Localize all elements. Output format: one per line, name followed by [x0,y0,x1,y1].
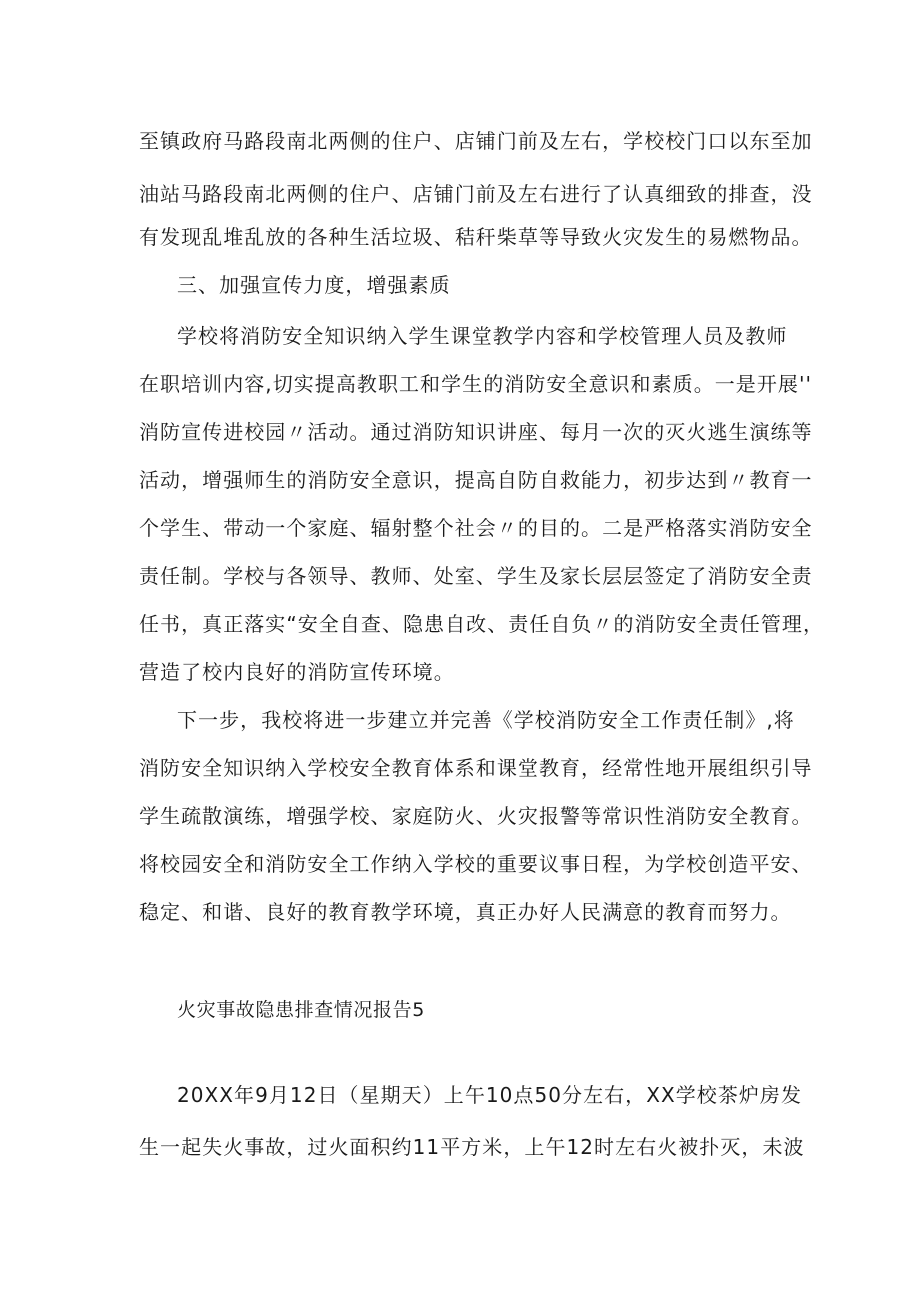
text-line: 下一步，我校将进一步建立并完善《学校消防安全工作责任制》,将 [177,708,795,732]
text-line: 个学生、带动一个家庭、辐射整个社会〃的目的。二是严格落实消防安全 [139,516,813,540]
text-line: 将校园安全和消防安全工作纳入学校的重要议事日程，为学校创造平安、 [139,852,813,876]
report-title: 火灾事故隐患排查情况报告5 [177,999,425,1021]
text-line: 消防宣传进校园〃活动。通过消防知识讲座、每月一次的灭火逃生演练等 [139,420,813,444]
text-line: 稳定、和谐、良好的教育教学环境，真正办好人民满意的教育而努力。 [139,900,792,924]
text-line: 在职培训内容,切实提高教职工和学生的消防安全意识和素质。一是开展'' [139,372,813,396]
text-line: 生一起失火事故，过火面积约11平方米，上午12时左右火被扑灭，未波 [139,1135,805,1159]
section-heading: 三、加强宣传力度，增强素质 [177,273,451,297]
text-line: 任书，真正落实“安全自查、隐患自改、责任自负〃的消防安全责任管理， [139,612,825,636]
text-line: 至镇政府马路段南北两侧的住户、店铺门前及左右，学校校门口以东至加 [139,129,813,153]
text-line: 学校将消防安全知识纳入学生课堂教学内容和学校管理人员及教师 [177,324,788,348]
text-line: 营造了校内良好的消防宣传环境。 [139,660,455,684]
text-line: 消防安全知识纳入学校安全教育体系和课堂教育，经常性地开展组织引导 [139,756,813,780]
text-line: 学生疏散演练，增强学校、家庭防火、火灾报警等常识性消防安全教育。 [139,804,813,828]
text-line: 20XX年9月12日（星期天）上午10点50分左右，XX学校茶炉房发 [177,1083,803,1107]
text-line: 责任制。学校与各领导、教师、处室、学生及家长层层签定了消防安全责 [139,564,813,588]
text-line: 有发现乱堆乱放的各种生活垃圾、秸秆柴草等导致火灾发生的易燃物品。 [139,225,813,249]
text-line: 油站马路段南北两侧的住户、店铺门前及左右进行了认真细致的排查，没 [139,182,813,206]
text-line: 活动，增强师生的消防安全意识，提高自防自救能力，初步达到〃教育一 [139,468,813,492]
